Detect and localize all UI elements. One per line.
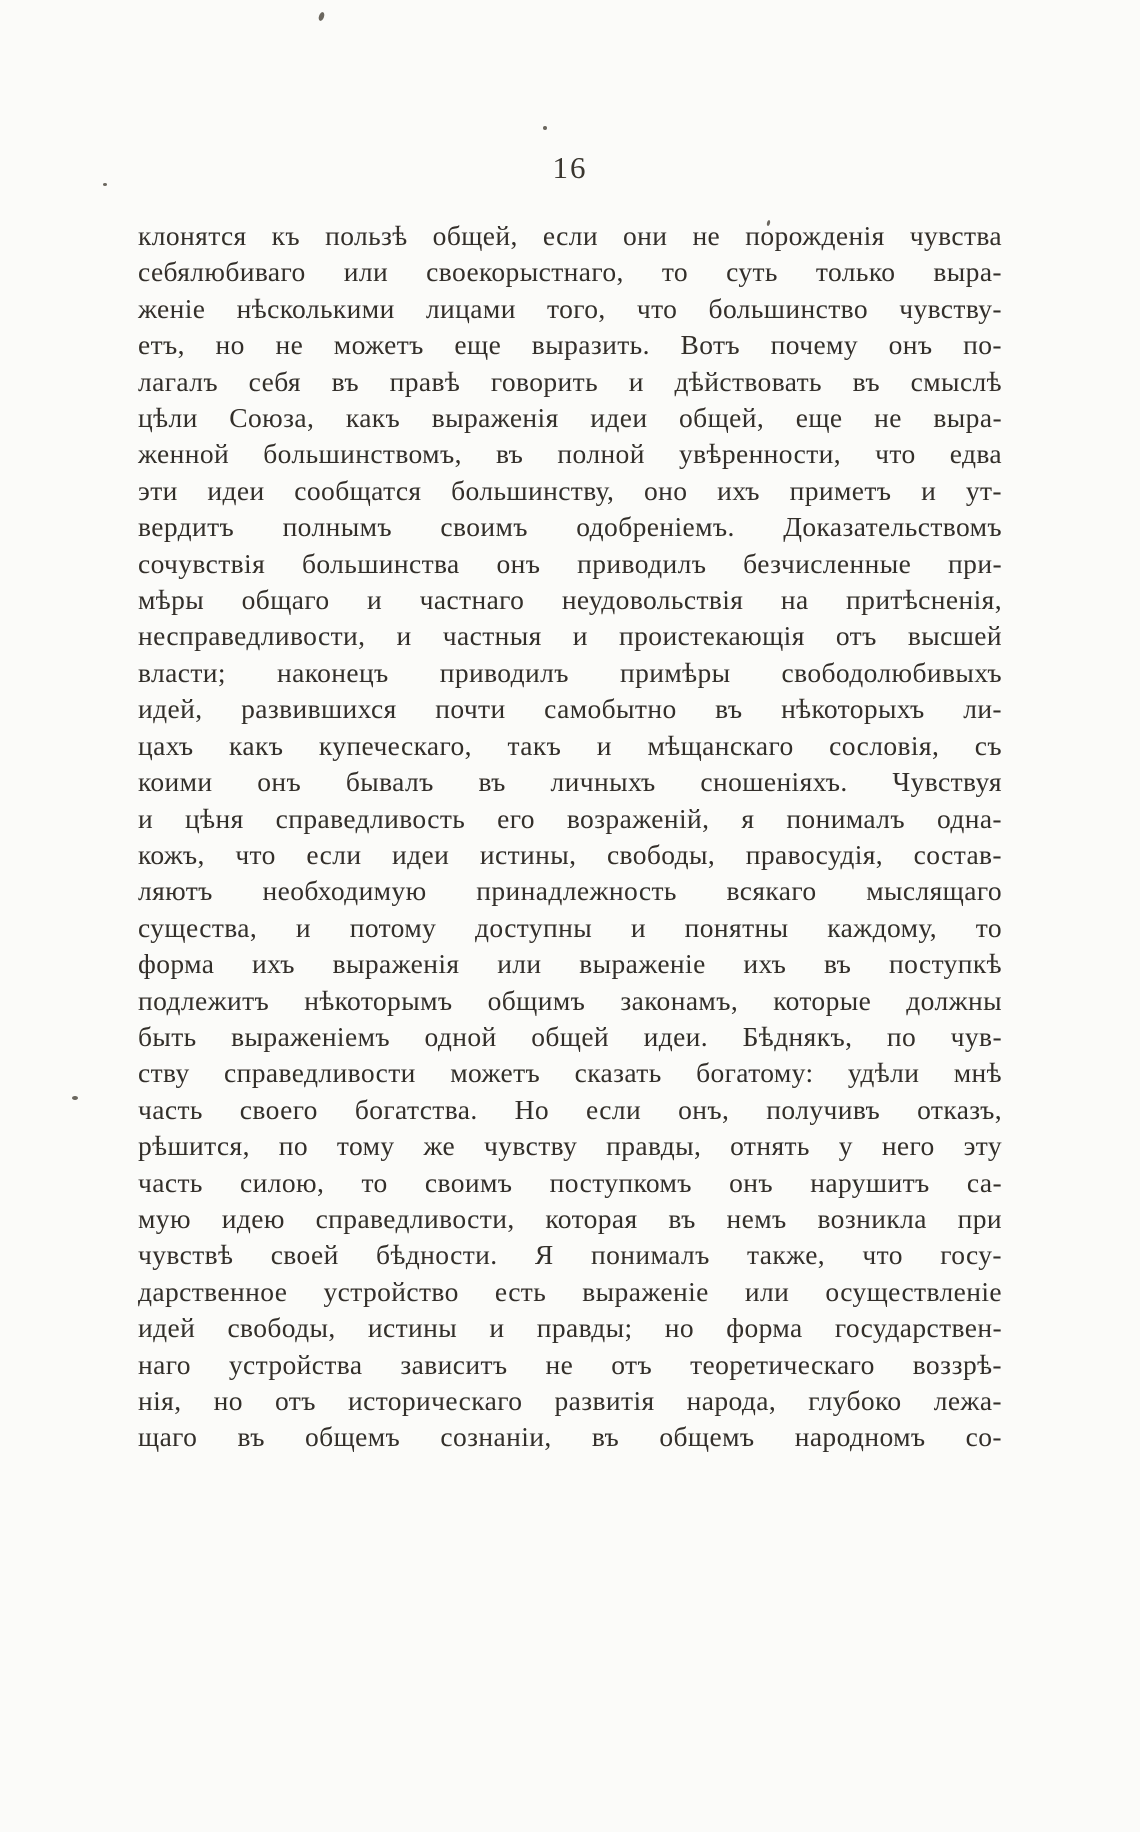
text-line: власти; наконецъ приводилъ примѣры свободолюбивыхъ bbox=[138, 656, 1002, 688]
text-line: часть своего богатства. Но если онъ, получивъ отказъ, bbox=[138, 1093, 1002, 1125]
text-line: быть выраженіемъ одной общей идеи. Бѣднякъ, по чув- bbox=[138, 1020, 1002, 1052]
text-line: дарственное устройство есть выраженіе или осуществленіе bbox=[138, 1275, 1002, 1307]
text-line: цѣли Союза, какъ выраженія идеи общей, еще не выра- bbox=[138, 402, 1002, 434]
text-line: кожъ, что если идеи истины, свободы, правосудія, состав- bbox=[138, 838, 1002, 870]
text-line: ству справедливости можетъ сказать богатому: удѣли мнѣ bbox=[138, 1057, 1002, 1089]
text-line: чувствѣ своей бѣдности. Я понималъ также, что госу- bbox=[138, 1239, 1002, 1271]
body-text bbox=[138, 218, 1002, 1456]
text-line: лагалъ себя въ правѣ говорить и дѣйствовать въ смыслѣ bbox=[138, 365, 1002, 397]
scan-speck bbox=[543, 126, 547, 130]
text-line: идей, развившихся почти самобытно въ нѣкоторыхъ ли- bbox=[138, 693, 1002, 725]
text-line: часть силою, то своимъ поступкомъ онъ нарушитъ са- bbox=[138, 1166, 1002, 1198]
text-line: мѣры общаго и частнаго неудовольствія на притѣсненія, bbox=[138, 584, 1002, 616]
text-line: и цѣня справедливость его возраженій, я понималъ одна- bbox=[138, 802, 1002, 834]
text-line: рѣшится, по тому же чувству правды, отнять у него эту bbox=[138, 1130, 1002, 1162]
text-line: сочувствія большинства онъ приводилъ безчисленные при- bbox=[138, 547, 1002, 579]
text-line: щаго въ общемъ сознаніи, въ общемъ народномъ со- bbox=[138, 1421, 1002, 1453]
text-line: наго устройства зависитъ не отъ теоретическаго воззрѣ- bbox=[138, 1348, 1002, 1380]
text-line: несправедливости, и частныя и проистекающія отъ высшей bbox=[138, 620, 1002, 652]
text-line: эти идеи сообщатся большинству, оно ихъ приметъ и ут- bbox=[138, 474, 1002, 506]
scan-speck bbox=[318, 11, 326, 21]
text-line: себялюбиваго или своекорыстнаго, то суть только выра- bbox=[138, 256, 1002, 288]
page-number: 16 bbox=[552, 150, 588, 185]
text-line: цахъ какъ купеческаго, такъ и мѣщанскаго сословія, съ bbox=[138, 729, 1002, 761]
text-line: подлежитъ нѣкоторымъ общимъ законамъ, которые должны bbox=[138, 984, 1002, 1016]
text-line: ляютъ необходимую принадлежность всякаго мыслящаго bbox=[138, 875, 1002, 907]
text-line: нія, но отъ историческаго развитія народа, глубоко лежа- bbox=[138, 1385, 1002, 1416]
text-line: женіе нѣсколькими лицами того, что большинство чувству- bbox=[138, 292, 1002, 324]
text-line: коими онъ бывалъ въ личныхъ сношеніяхъ. Чувствуя bbox=[138, 766, 1002, 798]
scan-speck bbox=[72, 1096, 78, 1100]
text-line: мую идею справедливости, которая въ немъ возникла при bbox=[138, 1202, 1002, 1234]
text-line: клонятся къ пользѣ общей, если они не порожденія чувства bbox=[138, 220, 1002, 251]
text-line: женной большинствомъ, въ полной увѣренности, что едва bbox=[138, 438, 1002, 470]
text-line: форма ихъ выраженія или выраженіе ихъ въ поступкѣ bbox=[138, 948, 1002, 980]
text-line: идей свободы, истины и правды; но форма государствен- bbox=[138, 1312, 1002, 1344]
text-line: вердитъ полнымъ своимъ одобреніемъ. Доказательствомъ bbox=[138, 511, 1002, 543]
text-line: существа, и потому доступны и понятны каждому, то bbox=[138, 911, 1002, 943]
text-line: етъ, но не можетъ еще выразить. Вотъ почему онъ по- bbox=[138, 329, 1002, 361]
